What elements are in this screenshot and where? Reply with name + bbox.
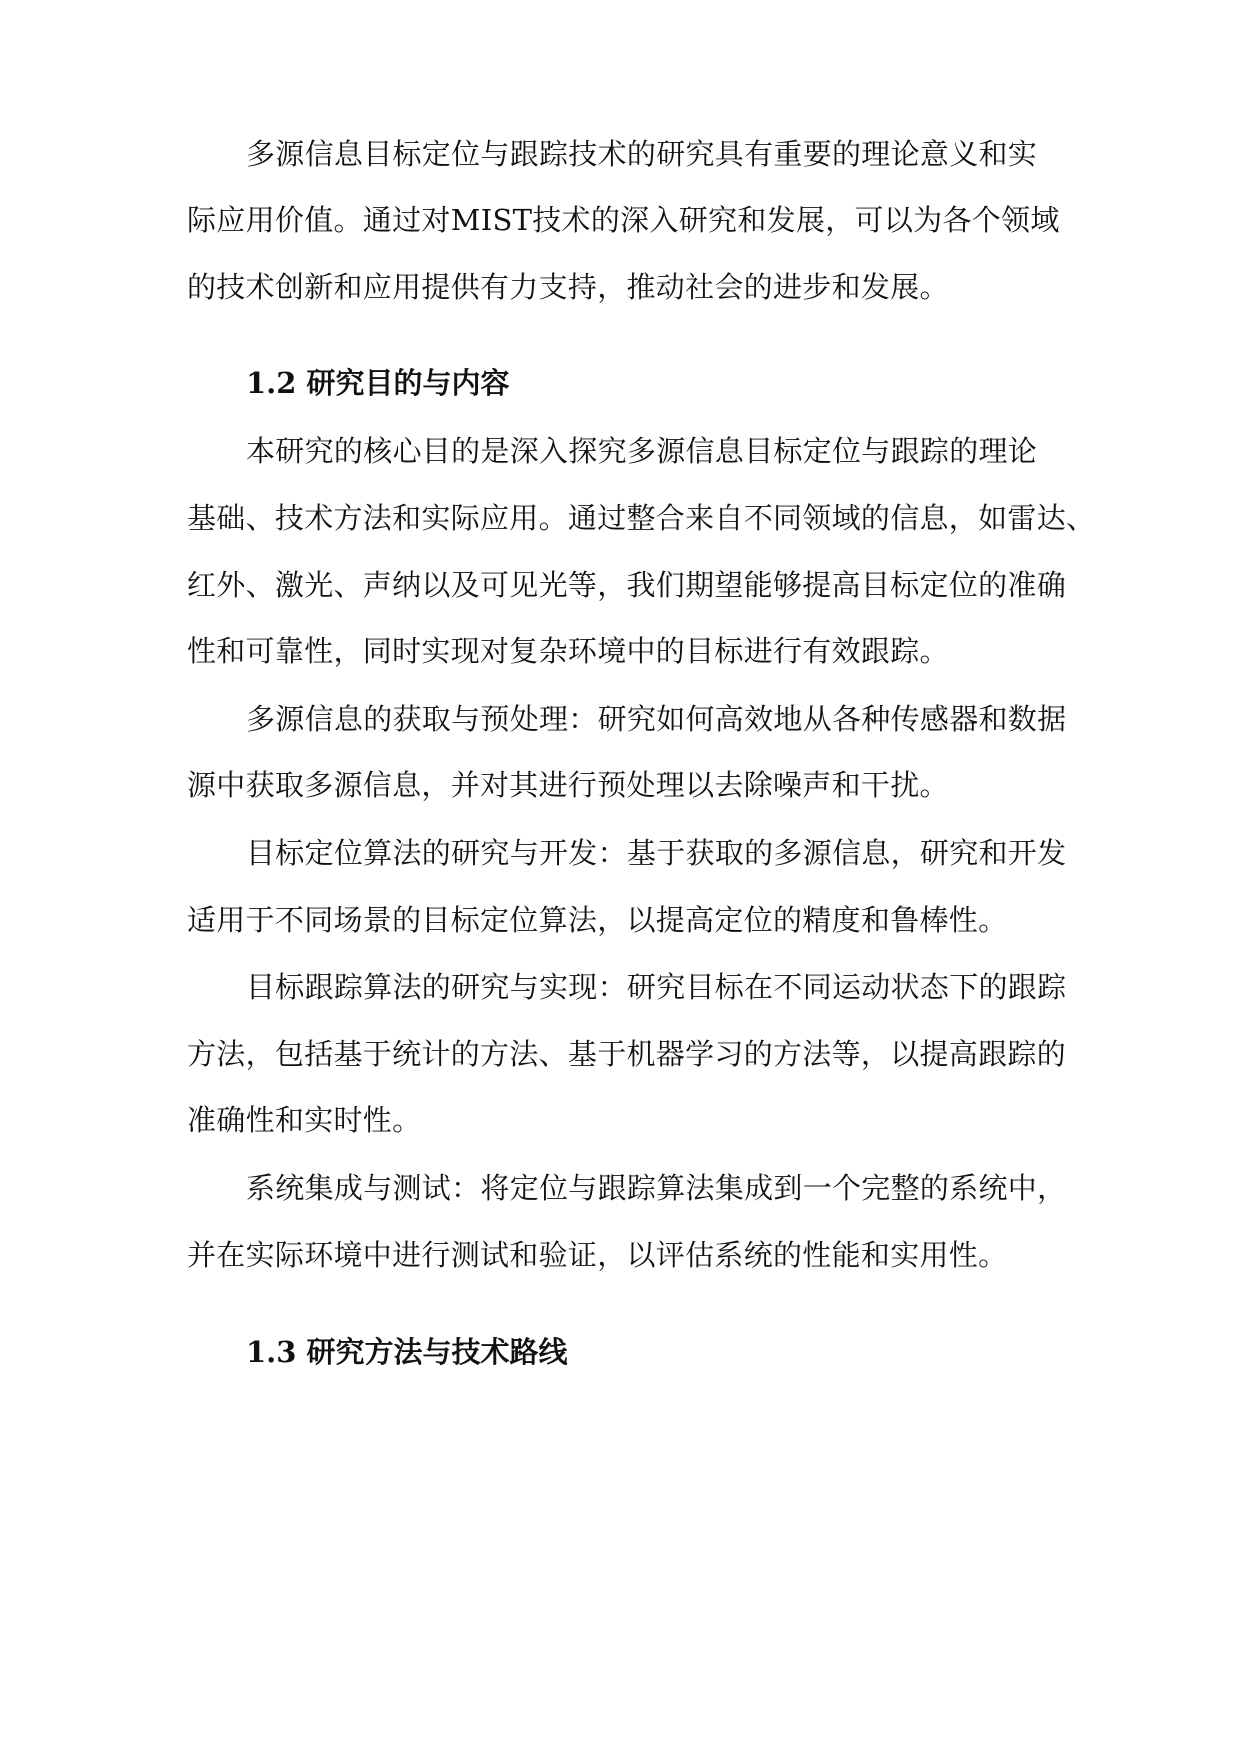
intro-line-1: 多源信息目标定位与跟踪技术的研究具有重要的理论意义和实	[246, 137, 1038, 171]
intro-line-3: 的技术创新和应用提供有力支持，推动社会的进步和发展。	[187, 270, 949, 304]
paragraph-line: 目标定位算法的研究与开发：基于获取的多源信息，研究和开发	[246, 836, 1067, 870]
paragraph-line: 本研究的核心目的是深入探究多源信息目标定位与跟踪的理论	[246, 434, 1038, 468]
paragraph-line: 红外、激光、声纳以及可见光等，我们期望能够提高目标定位的准确	[187, 568, 1067, 602]
section-heading-1-3: 1.3 研究方法与技术路线	[246, 1335, 568, 1369]
paragraph-line: 多源信息的获取与预处理：研究如何高效地从各种传感器和数据	[246, 702, 1067, 736]
paragraph-line: 目标跟踪算法的研究与实现：研究目标在不同运动状态下的跟踪	[246, 970, 1067, 1004]
paragraph-line: 方法，包括基于统计的方法、基于机器学习的方法等，以提高跟踪的	[187, 1037, 1067, 1071]
paragraph-line: 并在实际环境中进行测试和验证，以评估系统的性能和实用性。	[187, 1238, 1008, 1272]
paragraph-line: 适用于不同场景的目标定位算法，以提高定位的精度和鲁棒性。	[187, 903, 1008, 937]
section-heading-1-2: 1.2 研究目的与内容	[246, 366, 510, 400]
paragraph-line: 源中获取多源信息，并对其进行预处理以去除噪声和干扰。	[187, 768, 949, 802]
paragraph-line: 准确性和实时性。	[187, 1103, 422, 1137]
paragraph-line: 系统集成与测试：将定位与跟踪算法集成到一个完整的系统中，	[246, 1171, 1067, 1205]
paragraph-line: 基础、技术方法和实际应用。通过整合来自不同领域的信息，如雷达、	[187, 501, 1096, 535]
paragraph-line: 性和可靠性，同时实现对复杂环境中的目标进行有效跟踪。	[187, 634, 949, 668]
intro-line-2: 际应用价值。通过对MIST技术的深入研究和发展，可以为各个领域	[187, 203, 1060, 237]
